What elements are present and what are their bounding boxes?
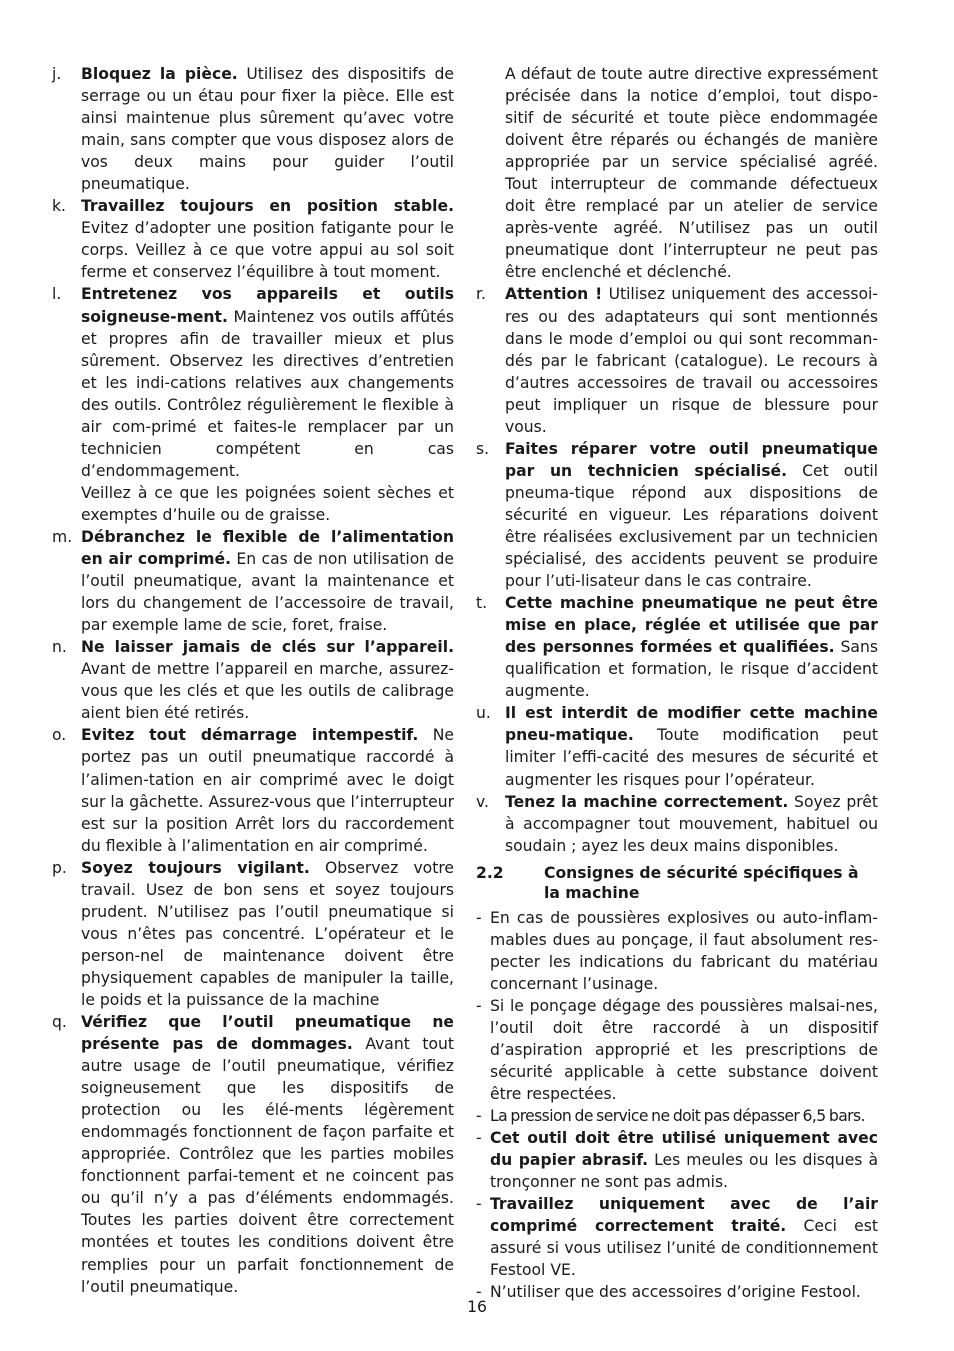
bullet-heading: Cet outil doit être utilisé uniquement avec du papier abrasif. (490, 1129, 878, 1170)
bullet-marker: - (476, 1283, 482, 1302)
section-title: Consignes de sécurité spécifiques à la machine (544, 863, 859, 902)
item-marker: l. (52, 285, 62, 304)
bullet-marker: - (476, 908, 482, 927)
item-heading: Attention ! (505, 285, 603, 304)
item-text: Soyez prêt à accompagner tout mouvement, habituel ou soudain ; ayez les deux mains disponibles. (505, 792, 878, 855)
bullet-text: La pression de service ne doit pas dépasser 6,5 bars. (490, 1107, 865, 1126)
list-item (476, 791, 878, 857)
bullet-marker: - (476, 1107, 482, 1126)
bullet-item (476, 1127, 878, 1193)
list-item (476, 702, 878, 790)
item-marker: t. (476, 594, 488, 613)
item-marker: v. (476, 792, 489, 811)
list-item (52, 636, 454, 724)
list-item (52, 195, 454, 283)
item-text: Sans qualification et formation, le risque d’accident augmente. (505, 638, 878, 701)
bullet-text: N’utiliser que des accessoires d’origine Festool. (490, 1283, 861, 1302)
right-column (476, 63, 878, 1304)
continuation-paragraph: A défaut de toute autre directive expressément précisée dans la notice d’emploi, tout dispo-sitif de sécurité et toute pièce endommagée doivent être réparés ou échangés de manière appropriée par un service spécialisé agréé. Tout interrupteur de commande défectueux doit être remplacé par un atelier de service après-vente agréé. N’utilisez pas un outil pneumatique dont l’interrupteur ne peut pas être enclenché et déclenché. (505, 65, 878, 282)
item-heading: Faites réparer votre outil pneumatique par un technicien spécialisé. (505, 439, 878, 480)
bullet-item (476, 995, 878, 1105)
item-text: En cas de non utilisation de l’outil pneumatique, avant la maintenance et lors du changement de l’accessoire de travail, par exemple lame de scie, foret, fraise. (81, 550, 454, 635)
item-heading: Evitez tout démarrage intempestif. (81, 726, 419, 745)
item-text: Evitez d’adopter une position fatigante pour le corps. Veillez à ce que votre appui au sol soit ferme et conservez l’équilibre à tout moment. (81, 219, 454, 282)
list-item (52, 526, 454, 636)
bullet-item (476, 1105, 878, 1127)
item-heading: Soyez toujours vigilant. (81, 858, 310, 877)
item-heading: Débranchez le flexible de l’alimentation en air comprimé. (81, 527, 454, 569)
item-text: Observez votre travail. Usez de bon sens et soyez toujours prudent. N’utilisez pas l’outil pneumatique si vous n’êtes pas concentré. L’opérateur et le person-nel de maintenance doivent être physiquement capables de manipuler la taille, le poids et la puissance de la machine (81, 858, 454, 1009)
item-text: Utilisez des dispositifs de serrage ou un étau pour fixer la pièce. Elle est ainsi maintenue plus sûrement qu’avec votre main, sans compter que vous disposez alors de vos deux mains pour guider l’outil pneumatique. (81, 65, 454, 194)
list-item (476, 438, 878, 592)
item-text: Utilisez uniquement des accessoi-res ou des adaptateurs qui sont mentionnés dans le mode d’emploi ou qui sont recomman-dés par le fabricant (catalogue). Le recours à d’autres accessoires de travail ou accessoires peut impliquer un risque de blessure pour vous. (505, 285, 878, 436)
item-text: Toute modification peut limiter l’effi-cacité des mesures de sécurité et augmenter les risques pour l’opérateur. (505, 726, 878, 789)
item-marker: p. (52, 858, 67, 877)
item-text: Cet outil pneuma-tique répond aux dispositions de sécurité en vigueur. Les réparations doivent être réalisées exclusivement par un technicien spécialisé, des accidents peuvent se produire pour l’uti-lisateur dans le cas contraire. (505, 461, 879, 591)
list-item (52, 283, 454, 526)
item-extra-text: Veillez à ce que les poignées soient sèches et exemptes d’huile ou de graisse. (81, 483, 454, 524)
list-item (52, 724, 454, 856)
item-heading: Il est interdit de modifier cette machine pneu-matique. (505, 704, 878, 745)
item-heading: Bloquez la pièce. (81, 65, 238, 83)
item-marker: r. (476, 285, 486, 304)
item-heading: Vérifiez que l’outil pneumatique ne présente pas de dommages. (81, 1013, 454, 1054)
item-text: Ne portez pas un outil pneumatique raccordé à l’alimen-tation en air comprimé avec le doigt sur la gâchette. Assurez-vous que l’interrupteur est sur la position Arrêt lors du raccordement du flexible à l’alimentation en air comprimé. (81, 726, 454, 855)
section-heading (476, 863, 878, 903)
bullet-marker: - (476, 1129, 482, 1148)
item-heading: Ne laisser jamais de clés sur l’appareil. (81, 638, 454, 657)
item-heading: Tenez la machine correctement. (505, 792, 789, 811)
list-item (476, 592, 878, 702)
item-marker: m. (52, 527, 73, 546)
item-marker: o. (52, 726, 67, 745)
item-marker: k. (52, 197, 66, 216)
list-item (52, 1011, 454, 1298)
item-marker: u. (476, 704, 491, 723)
left-column (52, 63, 454, 1298)
item-marker: q. (52, 1013, 67, 1032)
bullet-item (476, 907, 878, 995)
section-number: 2.2 (476, 863, 504, 882)
bullet-text: En cas de poussières explosives ou auto-inflam-mables dues au ponçage, il faut absolument res-pecter les indications du fabricant du matériau concernant l’usinage. (490, 908, 878, 993)
item-text: Avant tout autre usage de l’outil pneumatique, vérifiez soigneusement que les dispositifs de protection ou les élé-ments légèrement endommagés fonctionnent de façon parfaite et appropriée. Contrôlez que les parties mobiles fonctionnent parfai-tement et ne coincent pas ou qu’il n’y a pas d’éléments endommagés. Toutes les parties doivent être correctement montées et toutes les conditions doivent être remplies pour un parfait fonctionnement de l’outil pneumatique. (81, 1035, 455, 1296)
list-item (52, 857, 454, 1011)
item-text: Maintenez vos outils affûtés et propres afin de travailler mieux et plus sûrement. Observez les directives d’entretien et les indi-cations relatives aux changements des outils. Contrôlez régulièrement le flexible à air com-primé et faites-le remplacer par un technicien compétent en cas d’endommagement. (81, 307, 454, 480)
item-marker: j. (52, 65, 62, 83)
list-item (476, 283, 878, 437)
bullet-text: Si le ponçage dégage des poussières malsai-nes, l’outil doit être raccordé à un dispositif d’aspiration approprié et les prescriptions de sécurité applicable à cette substance doivent être respectées. (490, 996, 878, 1104)
item-marker: n. (52, 638, 67, 657)
bullet-marker: - (476, 996, 482, 1015)
bullet-marker: - (476, 1195, 482, 1214)
item-marker: s. (476, 439, 490, 458)
bullet-text: Les meules ou les disques à tronçonner ne sont pas admis. (490, 1151, 878, 1192)
bullet-heading: Travaillez uniquement avec de l’air comprimé correctement traité. (490, 1195, 878, 1236)
list-item (52, 63, 454, 195)
item-heading: Entretenez vos appareils et outils soigneuse-ment. (81, 285, 454, 326)
page-number: 16 (467, 1298, 487, 1316)
bullet-text: Ceci est assuré si vous utilisez l’unité de conditionnement Festool VE. (490, 1217, 879, 1280)
item-text: Avant de mettre l’appareil en marche, assurez-vous que les clés et que les outils de calibrage aient bien été retirés. (81, 660, 454, 723)
bullet-item (476, 1193, 878, 1281)
item-heading: Cette machine pneumatique ne peut être mise en place, réglée et utilisée que par des personnes formées et qualifiées. (505, 594, 878, 657)
item-heading: Travaillez toujours en position stable. (81, 197, 454, 216)
